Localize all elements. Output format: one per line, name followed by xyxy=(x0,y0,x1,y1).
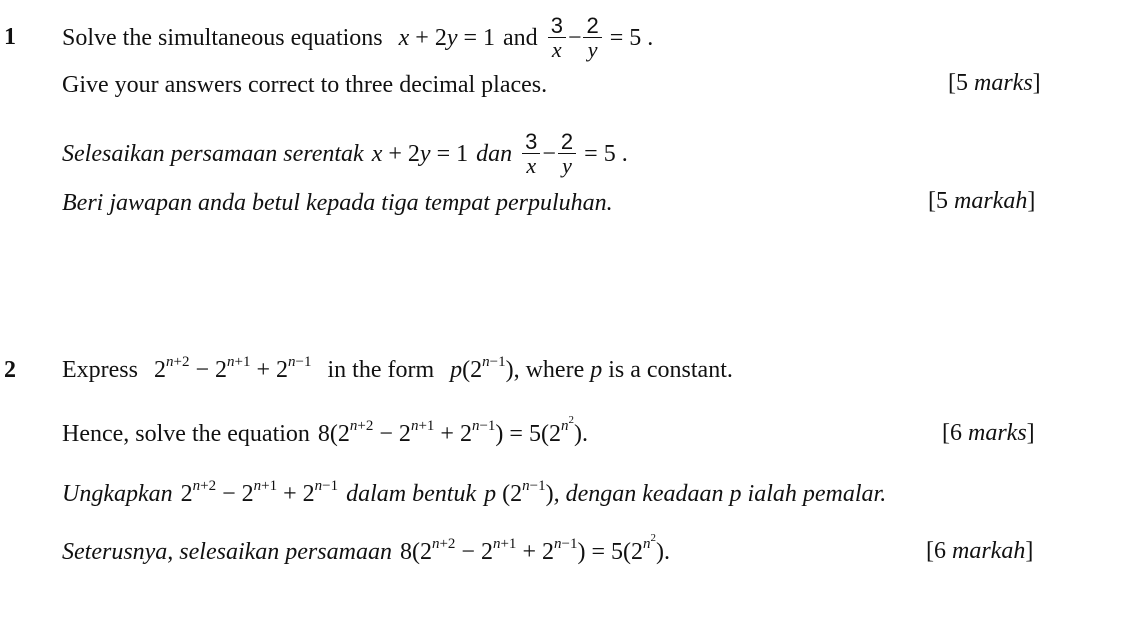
form-p-malay: p $(2^{n-1})$ xyxy=(484,477,554,507)
equation-exponential-malay: $8(2^{n+2} - 2^{n+1} + 2^{n-1}) = 5(2^{n^2})$. xyxy=(399,532,670,565)
q1-malay-marks: [5 markah] xyxy=(928,188,1036,214)
q2-english-line1 xyxy=(62,350,733,390)
q2-dengan: , dengan keadaan p ialah pemalar. xyxy=(553,480,887,507)
expression-powers: $2^{n+2} - 2^{n+1} + 2^{n-1}$ xyxy=(153,353,312,383)
q1-instruction: Solve the simultaneous equations xyxy=(62,24,383,51)
q2-express: Express xyxy=(62,356,138,383)
q2-english-line2 xyxy=(62,414,588,454)
q2-hence: Hence, solve the equation xyxy=(62,420,310,447)
fraction-2-over-y-malay: $\frac{2}{y}$ xyxy=(558,131,576,178)
q1-marks: [5 marks] xyxy=(948,70,1041,96)
q2-dalam: dalam bentuk xyxy=(346,480,477,507)
fraction-3-over-x-malay: $\frac{3}{x}$ xyxy=(522,131,540,178)
q1-dan: dan xyxy=(476,140,513,167)
expression-powers-malay: $2^{n+2} - 2^{n+1} + 2^{n-1}$ xyxy=(180,477,339,507)
q2-inform: in the form xyxy=(327,356,435,383)
q1-malay-line1: Selesaikan persamaan serentak x + 2y = 1 dan $\frac{3}{x}$ − $\frac{2}{y}$ = 5 . xyxy=(62,128,628,178)
fraction-2-over-y: $\frac{2}{y}$ xyxy=(583,15,601,62)
question-number: 2 xyxy=(4,357,16,383)
q1-malay-instruction: Selesaikan persamaan serentak xyxy=(62,140,364,167)
question-number: 1 xyxy=(4,24,16,50)
q1-english-line1: Solve the simultaneous equations x + 2y = 1 and $\frac{3}{x}$ − $\frac{2}{y}$ = 5 . xyxy=(62,12,654,62)
q2-marks: [6 marks] xyxy=(942,420,1035,446)
q1-malay-line2: Beri jawapan anda betul kepada tiga tempat perpuluhan. xyxy=(62,189,613,216)
fraction-3-over-x: $\frac{3}{x}$ xyxy=(548,15,566,62)
form-p: $p(2^{n-1})$ xyxy=(450,353,514,383)
q2-where: , where p is a constant. xyxy=(513,356,733,383)
q1-and: and xyxy=(503,24,538,51)
q2-malay-line1 xyxy=(62,474,886,514)
equation-linear: x + 2y = 1 xyxy=(398,24,496,51)
equation-linear-malay: x + 2y = 1 xyxy=(371,140,469,167)
equation-exponential: $8(2^{n+2} - 2^{n+1} + 2^{n-1}) = 5(2^{n^2})$. xyxy=(317,414,588,447)
q1-english-line2: Give your answers correct to three decimal places. xyxy=(62,71,548,98)
q2-seterus: Seterusnya, selesaikan persamaan xyxy=(62,538,392,565)
q2-malay-line2 xyxy=(62,532,670,572)
q2-ungkap: Ungkapkan xyxy=(62,480,173,507)
q2-malay-marks: [6 markah] xyxy=(926,538,1034,564)
